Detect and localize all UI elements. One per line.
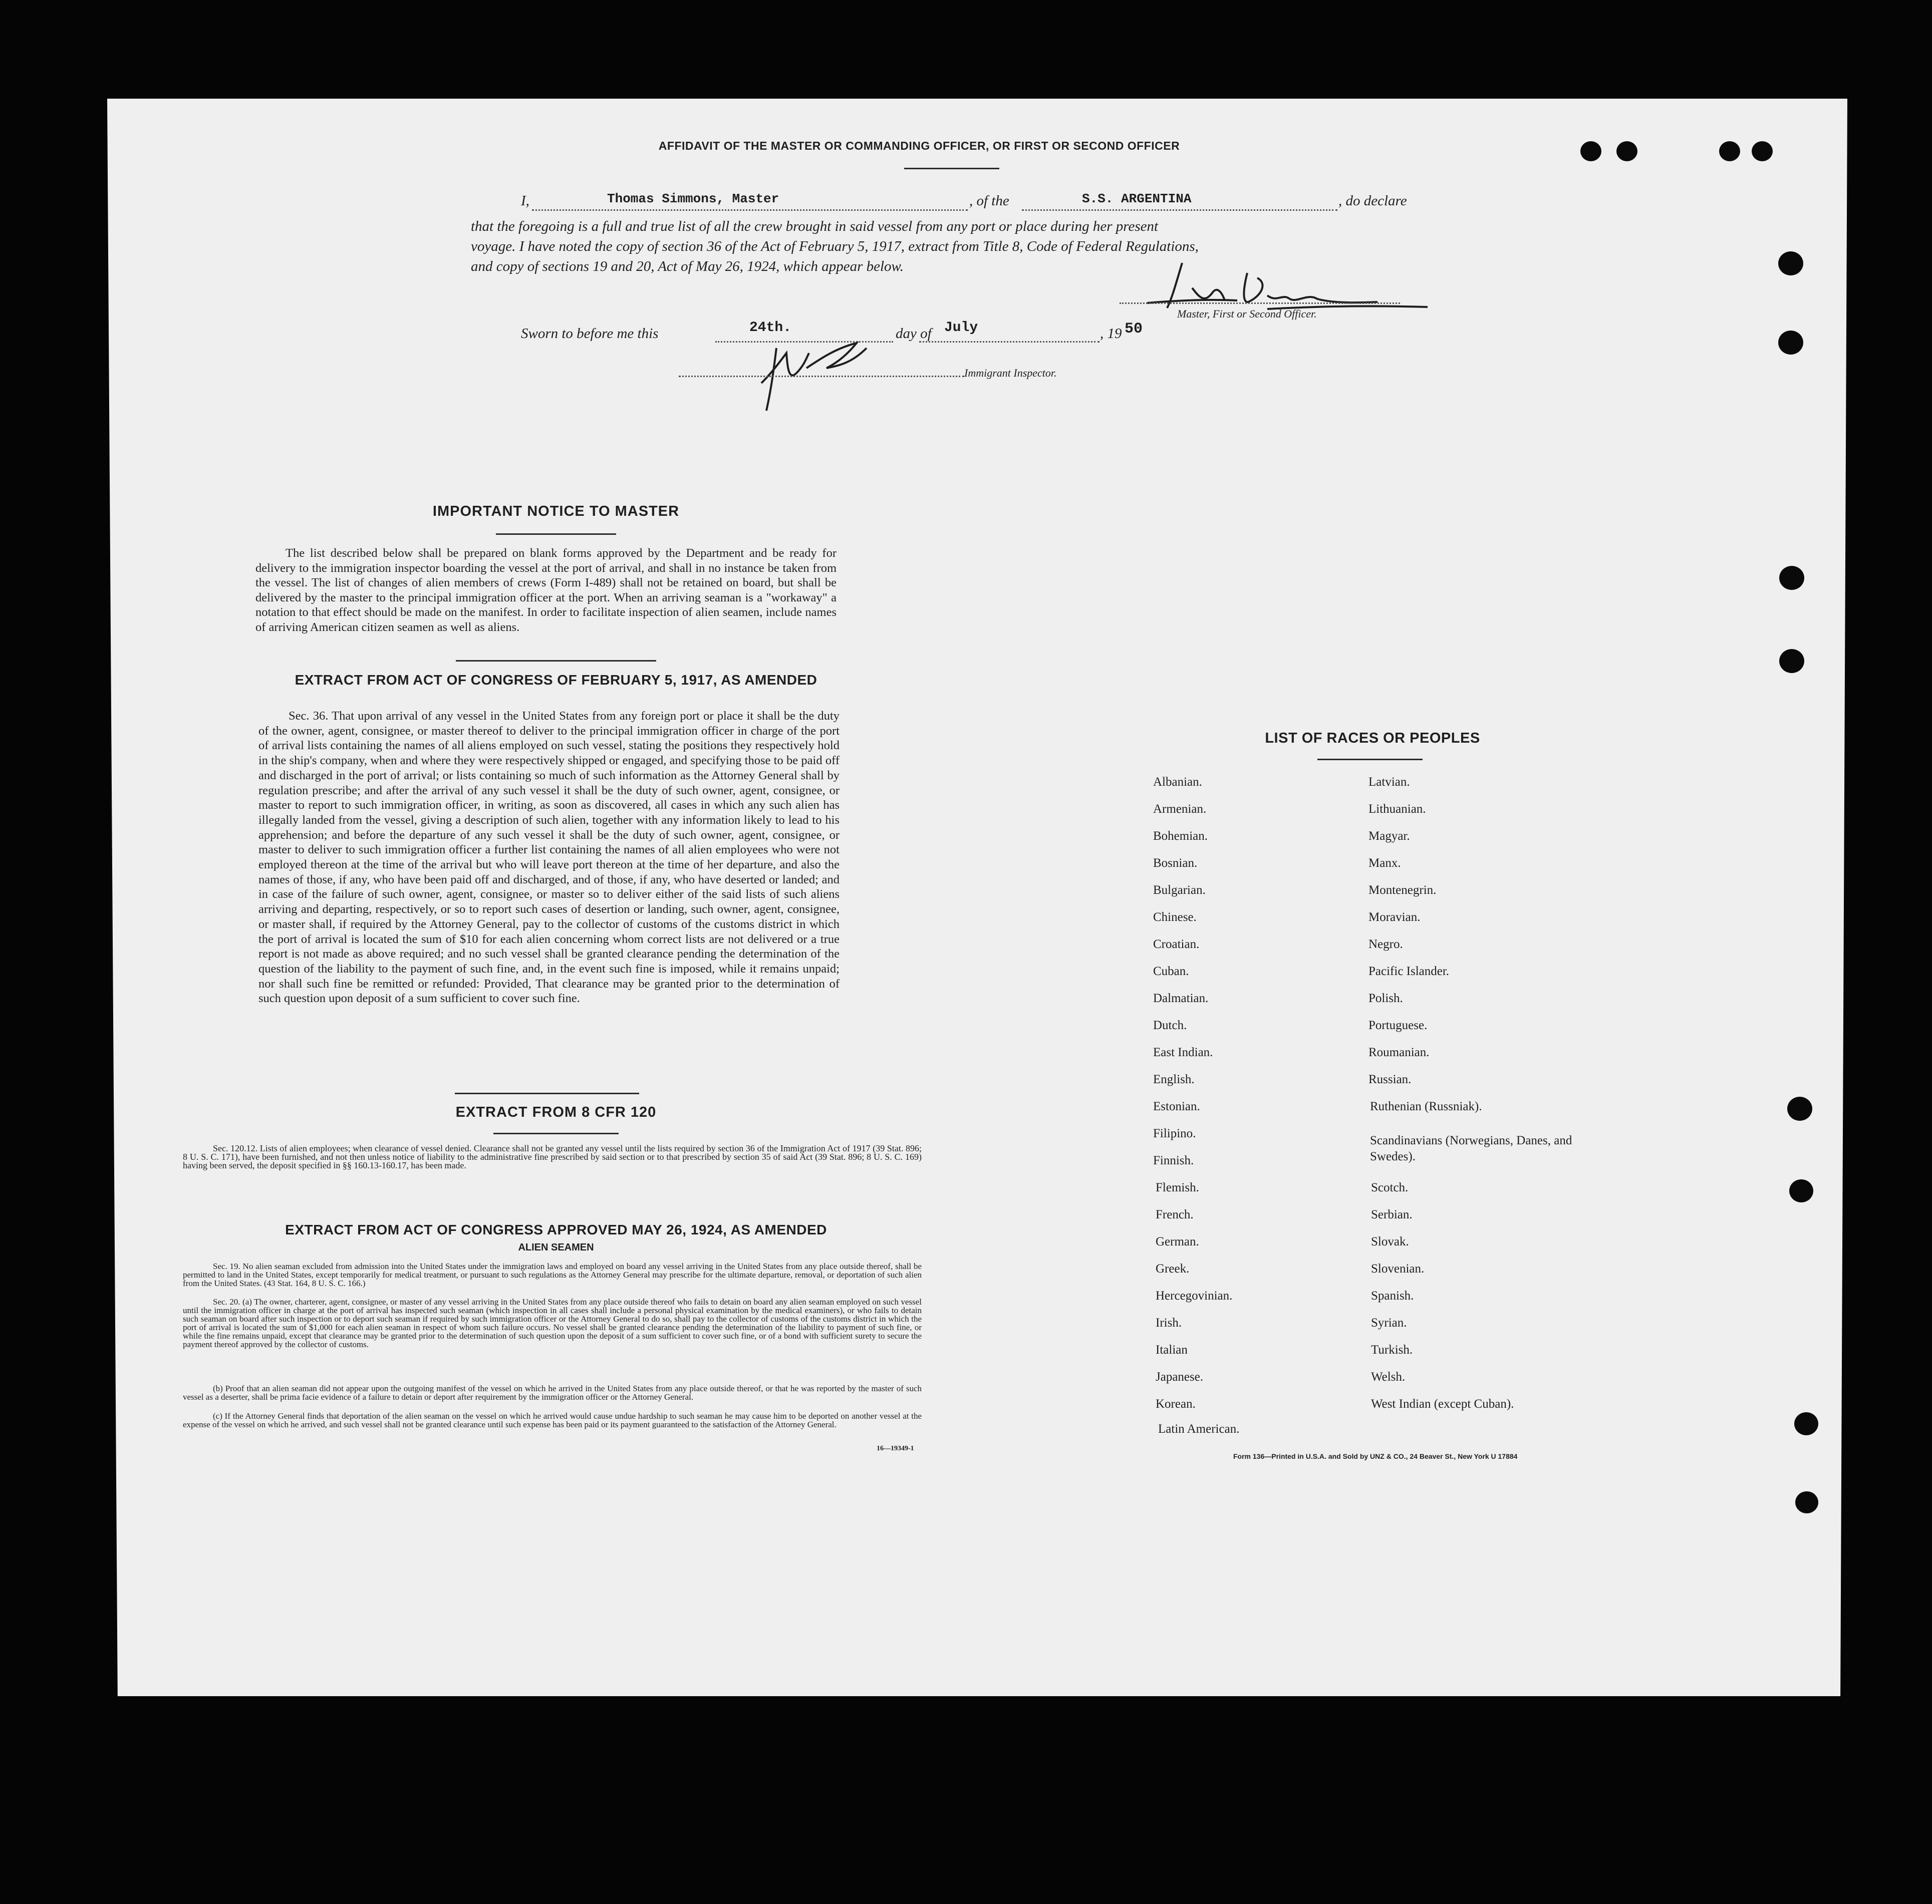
race-item: Bosnian. (1153, 856, 1198, 870)
race-item: Dutch. (1153, 1019, 1187, 1032)
punch-hole (1752, 141, 1773, 161)
race-item: German. (1156, 1235, 1199, 1248)
race-item: Manx. (1368, 856, 1401, 870)
sec-20a: Sec. 20. (a) The owner, charterer, agent, consignee, or master of any vessel arriving in the United States from any place outside thereof who fails to detain on board any alien seaman employed on such vessel until the immigration officer in charge at the port of arrival has inspected such seaman (which inspection in all cases shall include a personal physical examination by the medical examiners), or who fails to detain such seaman on board after such inspection or to deport such seaman if required by such immigration officer or the Attorney General to do so, shall pay to the collector of customs of the customs district in which the port of arrival is located the sum of $1,000 for each alien seaman in respect of whom such failure occurs. No vessel shall be granted clearance pending the determination of the liability to payment of such fine, or while the fine remains unpaid, except that clearance may be granted prior to the determination of such question upon the deposit of a sum sufficient to cover such fine, or of a bond with sufficient surety to secure the payment thereof approved by the collector of customs. (183, 1297, 922, 1349)
race-item: Slovak. (1371, 1235, 1409, 1248)
inspector-caption: Immigrant Inspector. (964, 367, 1057, 379)
race-item: Croatian. (1153, 937, 1200, 951)
punch-hole (1616, 141, 1637, 161)
race-item: English. (1153, 1073, 1195, 1086)
race-item: Spanish. (1371, 1289, 1414, 1303)
races-title: LIST OF RACES OR PEOPLES (1265, 730, 1480, 746)
race-item: Cuban. (1153, 965, 1189, 978)
divider (904, 168, 999, 169)
race-item: Scotch. (1371, 1181, 1409, 1194)
form-code: 16—19349-1 (877, 1445, 914, 1452)
extract-1924-title: EXTRACT FROM ACT OF CONGRESS APPROVED MAY 26, 1924, AS AMENDED (285, 1222, 827, 1237)
race-item: Russian. (1368, 1073, 1412, 1086)
race-item: Chinese. (1153, 910, 1197, 924)
year-prefix: , 19 (1100, 326, 1122, 342)
punch-hole (1580, 141, 1601, 161)
race-item: Roumanian. (1368, 1046, 1430, 1059)
race-item: Bulgarian. (1153, 883, 1206, 897)
sec-19: Sec. 19. No alien seaman excluded from admission into the United States under the immigration laws and employed on board any vessel arriving in the United States from any place outside thereof, shall be permitted to land in the United States, except temporarily for medical treatment, or pursuant to such regulations as the Attorney General may prescribe for the ultimate departure, removal, or deportation of such alien from the United States. (43 Stat. 164, 8 U. S. C. 166.) (183, 1261, 922, 1288)
sworn-label: Sworn to before me this (521, 326, 659, 342)
divider (493, 1133, 619, 1134)
affidavit-line-3: voyage. I have noted the copy of section 36 of the Act of February 5, 1917, extract from Title 8, Code of Federal Regulations, (471, 238, 1199, 254)
race-item: Montenegrin. (1368, 883, 1437, 897)
i-label: I, (521, 193, 529, 209)
race-item: Japanese. (1156, 1370, 1204, 1384)
printer-footer: Form 136—Printed in U.S.A. and Sold by UNZ & CO., 24 Beaver St., New York U 17884 (1233, 1452, 1518, 1460)
race-item: Dalmatian. (1153, 992, 1209, 1005)
race-item: Lithuanian. (1368, 802, 1426, 816)
vessel-field (1022, 191, 1337, 211)
race-item: Greek. (1156, 1262, 1190, 1276)
divider (455, 1093, 639, 1094)
race-item: Flemish. (1156, 1181, 1199, 1194)
race-item: Latvian. (1368, 775, 1410, 789)
extract-1924-subtitle: ALIEN SEAMEN (518, 1242, 594, 1253)
race-item: East Indian. (1153, 1046, 1213, 1059)
race-item: Scandinavians (Norwegians, Danes, and Swedes). (1370, 1134, 1572, 1163)
race-item: Korean. (1156, 1397, 1196, 1411)
race-item: Hercegovinian. (1156, 1289, 1233, 1303)
affidavit-heading: AFFIDAVIT OF THE MASTER OR COMMANDING OFFICER, OR FIRST OR SECOND OFFICER (658, 139, 1180, 152)
declarant-name: Thomas Simmons, Master (607, 191, 779, 206)
race-item: Portuguese. (1368, 1019, 1428, 1032)
signature-line (1120, 302, 1400, 304)
of-the-label: , of the (969, 193, 1009, 209)
punch-hole (1795, 1491, 1818, 1513)
sworn-month-field (919, 320, 1099, 343)
sworn-day: 24th. (749, 320, 792, 336)
race-item: Italian (1156, 1343, 1188, 1357)
sworn-month: July (944, 320, 978, 336)
race-item: Ruthenian (Russniak). (1370, 1100, 1482, 1113)
race-item: Filipino. (1153, 1127, 1196, 1140)
year-suffix: 50 (1125, 321, 1143, 338)
race-item: Finnish. (1153, 1154, 1194, 1167)
sec-20c: (c) If the Attorney General finds that deportation of the alien seaman on the vessel on which he arrived would cause undue hardship to such seaman he may cause him to be deported on another vessel at the expense of the vessel on which he arrived, and such vessel shall not be granted clearance until such expense has been paid or its payment guaranteed to the satisfaction of the Attorney General. (183, 1411, 922, 1429)
divider (496, 533, 616, 535)
race-item: Serbian. (1371, 1208, 1413, 1221)
race-item: Magyar. (1368, 829, 1410, 843)
race-item: Slovenian. (1371, 1262, 1425, 1276)
race-item: Albanian. (1153, 775, 1202, 789)
punch-hole (1719, 141, 1740, 161)
punch-hole (1794, 1412, 1818, 1435)
notice-title: IMPORTANT NOTICE TO MASTER (432, 503, 680, 519)
affidavit-line-2: that the foregoing is a full and true list of all the crew brought in said vessel from any port or place during her present (471, 218, 1159, 234)
sec-20b: (b) Proof that an alien seaman did not appear upon the outgoing manifest of the vessel on which he arrived in the United States from any place outside thereof, or that he was reported by the master of such vessel as a deserter, shall be prima facie evidence of a failure to detain or deport after requirement by the immigration officer or the Attorney General. (183, 1384, 922, 1402)
race-item: French. (1156, 1208, 1194, 1221)
race-item: Armenian. (1153, 802, 1207, 816)
race-item: Irish. (1156, 1316, 1182, 1330)
officer-caption: Master, First or Second Officer. (1177, 307, 1317, 320)
punch-hole (1779, 566, 1804, 590)
divider (1317, 759, 1423, 760)
race-item: Estonian. (1153, 1100, 1200, 1113)
punch-hole (1778, 251, 1803, 275)
race-item: West Indian (except Cuban). (1371, 1397, 1514, 1411)
race-item: Latin American. (1158, 1422, 1240, 1436)
inspector-line (679, 376, 964, 377)
affidavit-line-4: and copy of sections 19 and 20, Act of May 26, 1924, which appear below. (471, 258, 904, 274)
punch-hole (1787, 1097, 1812, 1121)
punch-hole (1789, 1179, 1813, 1202)
race-item: Negro. (1368, 937, 1403, 951)
race-item: Syrian. (1371, 1316, 1407, 1330)
cfr-title: EXTRACT FROM 8 CFR 120 (455, 1104, 657, 1120)
do-declare-label: , do declare (1338, 193, 1407, 209)
vessel-name: S.S. ARGENTINA (1082, 191, 1192, 206)
race-item: Bohemian. (1153, 829, 1208, 843)
extract-1917-body: Sec. 36. That upon arrival of any vessel in the United States from any foreign port or place it shall be the duty of the owner, agent, consignee, or master thereof to deliver to the principal immigration officer in charge of the port of arrival lists containing the names of all aliens employed on such vessel, stating the positions they respectively hold in the ship's company, when and where they were respectively shipped or engaged, and specifying those to be paid off and discharged in the port of arrival; or lists containing so much of such information as the Attorney General shall by regulation prescribe; and after the arrival of any such vessel it shall be the duty of such owner, agent, consignee, or master to report to such immigration officer, in writing, as soon as discovered, all cases in which any such alien has illegally landed from the vessel, giving a description of such alien, together with any information likely to lead to his apprehension; and before the departure of any such vessel it shall be the duty of such owner, agent, consignee, or master to deliver to such immigration officer a further list containing the names of all alien employees who were not employed thereon at the time of the arrival but who will leave port thereon at the time of her departure, and also the names of those, if any, who have been paid off and discharged, and of those, if any, who have deserted or landed; and in case of the failure of such owner, agent, consignee, or master so to deliver either of the said lists of such aliens arriving and departing, respectively, or so to report such cases of desertion or landing, such owner, agent, consignee, or master shall, if required by the Attorney General, pay to the collector of customs of the customs district in which the port of arrival is located the sum of $10 for each alien concerning whom correct lists are not delivered or a true report is not made as above required; and no such vessel shall be granted clearance pending the determination of the question of the liability to the payment of such fine, and, in the event such fine is imposed, while it remains unpaid; nor shall such fine be remitted or refunded: Provided, That clearance may be granted prior to the determination of such question upon deposit of a sum sufficient to cover such fine. (258, 709, 840, 1006)
punch-hole (1778, 331, 1803, 355)
day-of-label: day of (896, 326, 932, 342)
punch-hole (1779, 649, 1804, 673)
declarant-field (532, 191, 968, 211)
notice-body: The list described below shall be prepared on blank forms approved by the Department and be ready for delivery to the immigration inspector boarding the vessel at the port of arrival, and shall in no instance be taken from the vessel. The list of changes of alien members of crews (Form I-489) shall not be retained on board, but shall be delivered by the master to the principal immigration officer at the port. When an arriving seaman is a "workaway" a notation to that effect should be made on the manifest. In order to facilitate inspection of alien seamen, include names of arriving American citizen seamen as well as aliens. (255, 546, 837, 634)
divider (456, 660, 656, 662)
race-item: Welsh. (1371, 1370, 1406, 1384)
extract-1917-title: EXTRACT FROM ACT OF CONGRESS OF FEBRUARY 5, 1917, AS AMENDED (295, 672, 817, 688)
race-item: Turkish. (1371, 1343, 1413, 1357)
race-item: Moravian. (1368, 910, 1421, 924)
race-item: Pacific Islander. (1368, 965, 1450, 978)
cfr-body: Sec. 120.12. Lists of alien employees; when clearance of vessel denied. Clearance shall not be granted any vessel until the lists required by section 36 of the Immigration Act of 1917 (39 Stat. 896; 8 U. S. C. 171), have been furnished, and not then unless notice of liability to the administrative fine prescribed by said section or to that prescribed by section 35 of said Act (39 Stat. 896; 8 U. S. C. 169) having been served, the deposit specified in §§ 160.13-160.17, has been made. (183, 1143, 922, 1170)
race-item: Polish. (1368, 992, 1403, 1005)
